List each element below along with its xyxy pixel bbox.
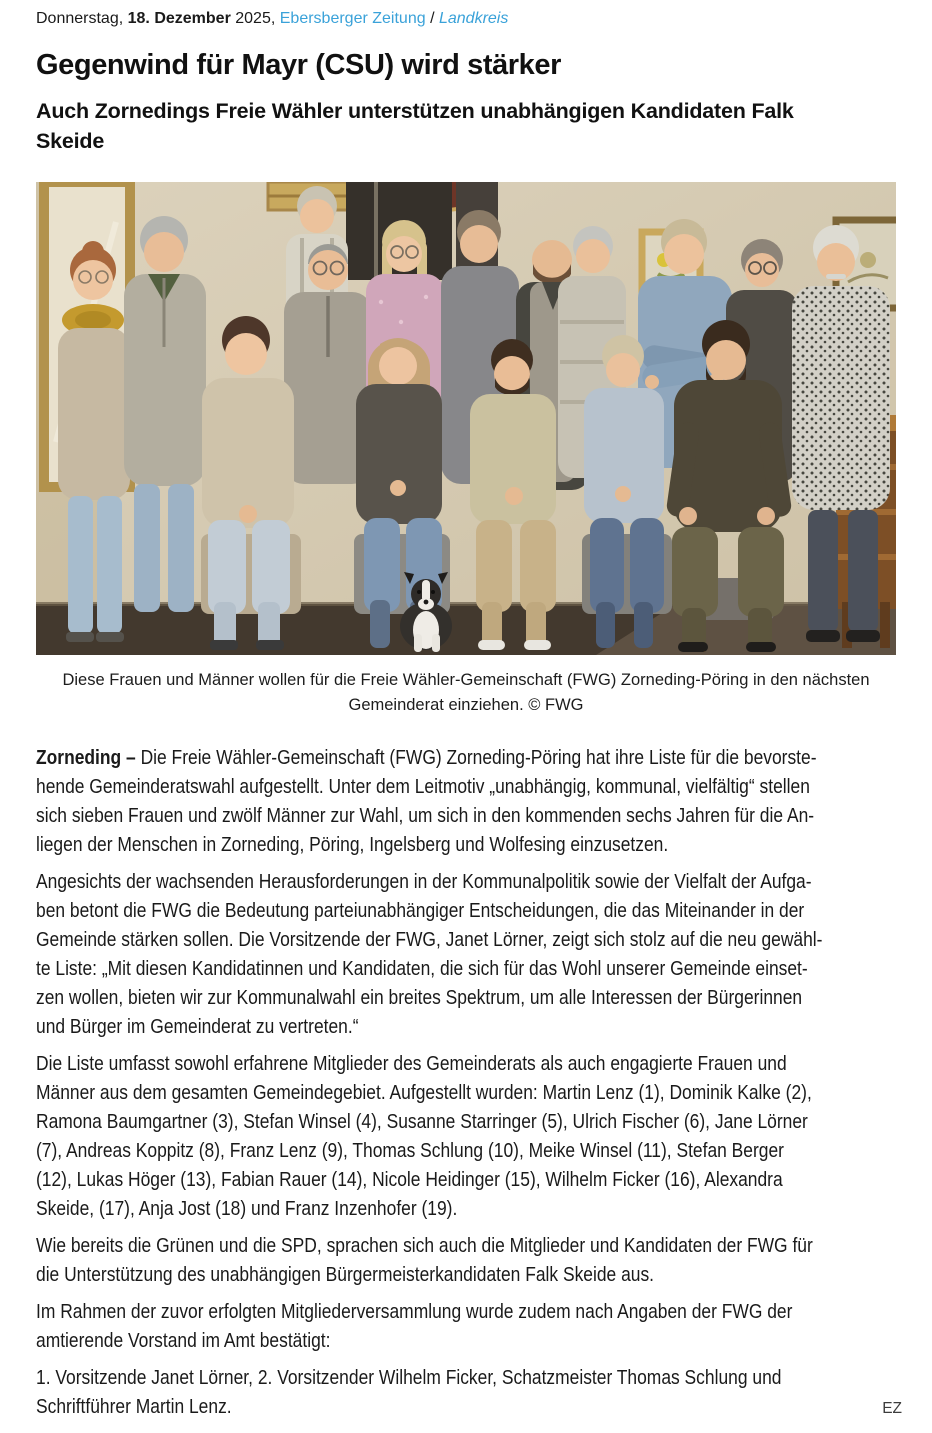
paragraph <box>36 743 896 859</box>
meta-separator: / <box>430 10 435 27</box>
body-line: Angesichts der wachsenden Herausforderungen in der Kommunalpolitik sowie der Vielfalt der Aufga- <box>36 870 812 893</box>
subheadline-line: Auch Zornedings Freie Wähler unterstützen unabhängigen Kandidaten Falk <box>36 99 794 123</box>
paragraph <box>36 1297 896 1355</box>
paragraph <box>36 867 896 1041</box>
body-line: 1. Vorsitzende Janet Lörner, 2. Vorsitzender Wilhelm Ficker, Schatzmeister Thomas Schlung und <box>36 1366 782 1389</box>
body-line: Gemeinde stärken sollen. Die Vorsitzende der FWG, Janet Lörner, zeigt sich stolz auf die neu gewähl- <box>36 928 823 951</box>
paragraph <box>36 1363 896 1421</box>
article-figure <box>36 182 896 718</box>
subheadline-line: Skeide <box>36 129 105 153</box>
body-line: ben betont die FWG die Bedeutung parteiunabhängiger Entscheidungen, die das Miteinander in der <box>36 899 805 922</box>
article-body <box>36 743 896 1421</box>
body-line: Wie bereits die Grünen und die SPD, sprachen sich auch die Mitglieder und Kandidaten der FWG für <box>36 1234 813 1257</box>
publication-link[interactable]: Ebersberger Zeitung <box>279 10 426 27</box>
meta-day: Donnerstag, <box>36 10 124 27</box>
body-line: amtierende Vorstand im Amt bestätigt: <box>36 1329 331 1352</box>
photo-caption <box>36 668 896 718</box>
body-line: zen wollen, bieten wir zur Kommunalwahl ein breites Spektrum, um alle Interessen der Bürgerinnen <box>36 986 803 1009</box>
body-line: liegen der Menschen in Zorneding, Pöring, Ingelsberg und Wolfesing einzusetzen. <box>36 833 669 856</box>
body-line: te Liste: „Mit diesen Kandidatinnen und Kandidaten, die sich für das Wohl unserer Gemeinde einset- <box>36 957 808 980</box>
photo-caption-line: Diese Frauen und Männer wollen für die Freie Wähler-Gemeinschaft (FWG) Zorneding-Pöring in den nächsten <box>62 671 870 689</box>
breadcrumb <box>36 9 896 28</box>
body-line: Ramona Baumgartner (3), Stefan Winsel (4), Susanne Starringer (5), Ulrich Fischer (6), Jane Lörner <box>36 1110 808 1133</box>
photo-caption-line: Gemeinderat einziehen. © FWG <box>348 696 584 714</box>
subheadline <box>36 96 896 156</box>
body-line: Schriftführer Martin Lenz. <box>36 1395 232 1418</box>
body-line: (12), Lukas Höger (13), Fabian Rauer (14), Nicole Heidinger (15), Wilhelm Ficker (16), Alexandra <box>36 1168 783 1191</box>
group-photo-illustration <box>36 182 896 655</box>
section-link[interactable]: Landkreis <box>438 10 509 27</box>
body-line: sich sieben Frauen und zwölf Männer zur Wahl, um sich in den kommenden sechs Jahren für die An- <box>36 804 815 827</box>
body-line: und Bürger im Gemeinderat zu vertreten.“ <box>36 1015 359 1038</box>
body-line: Im Rahmen der zuvor erfolgten Mitgliederversammlung wurde zudem nach Angaben der FWG der <box>36 1300 793 1323</box>
location-lead: Zorneding – <box>36 746 136 769</box>
group-photo <box>36 182 896 655</box>
page-title: Gegenwind für Mayr (CSU) wird stärker <box>36 49 562 81</box>
body-line: hende Gemeinderatswahl aufgestellt. Unter dem Leitmotiv „unabhängig, kommunal, vielfältig“ stellen <box>36 775 810 798</box>
body-line: (7), Andreas Koppitz (8), Franz Lenz (9), Thomas Schlung (10), Meike Winsel (11), Stefan Berger <box>36 1139 784 1162</box>
meta-date: 18. Dezember <box>127 10 231 27</box>
body-line <box>36 743 896 772</box>
body-line: die Unterstützung des unabhängigen Bürgermeisterkandidaten Falk Skeide aus. <box>36 1263 655 1286</box>
body-line: Skeide, (17), Anja Jost (18) und Franz Inzenhofer (19). <box>36 1197 458 1220</box>
paragraph <box>36 1049 896 1223</box>
agency-credit: EZ <box>882 1400 902 1417</box>
body-line-text: Die Freie Wähler-Gemeinschaft (FWG) Zorneding-Pöring hat ihre Liste für die bevorste- <box>140 746 817 769</box>
body-line: Männer aus dem gesamten Gemeindegebiet. Aufgestellt wurden: Martin Lenz (1), Dominik Kalke (2), <box>36 1081 812 1104</box>
body-line: Die Liste umfasst sowohl erfahrene Mitglieder des Gemeinderats als auch engagierte Frauen und <box>36 1052 787 1075</box>
meta-year: 2025, <box>235 10 276 27</box>
paragraph <box>36 1231 896 1289</box>
